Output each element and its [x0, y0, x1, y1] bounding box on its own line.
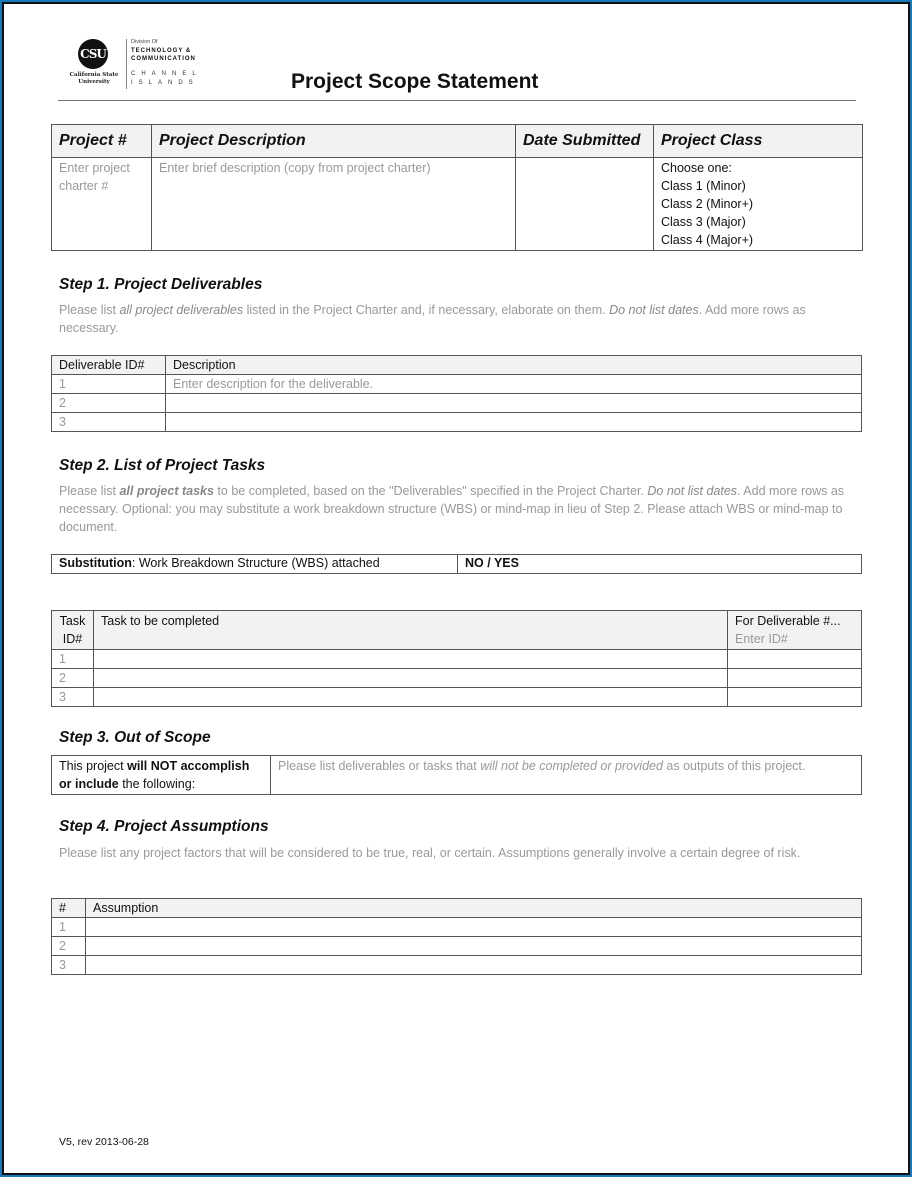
deliverable-description-cell[interactable]: Enter description for the deliverable.	[166, 375, 862, 394]
header-assumption: Assumption	[86, 899, 862, 918]
table-header-row	[52, 611, 862, 650]
table-row	[52, 413, 862, 432]
header-deliverable-id: Deliverable ID#	[52, 356, 166, 375]
header-task: Task to be completed	[94, 611, 728, 650]
version-footer: V5, rev 2013-06-28	[59, 1136, 149, 1148]
assumption-cell[interactable]	[86, 918, 862, 937]
text: the following:	[118, 777, 196, 791]
table-row	[52, 555, 862, 574]
division-line-2: COMMUNICATION	[131, 56, 196, 62]
deliverable-id-cell[interactable]: 2	[52, 394, 166, 413]
header-project-description: Project Description	[152, 125, 516, 158]
title-divider	[58, 100, 856, 101]
step1-instructions	[59, 301, 859, 337]
campus-line-2: ISLANDS	[131, 80, 199, 86]
text: to be completed, based on the "Deliverables" specified in the Project Charter.	[213, 484, 648, 498]
deliverable-id-placeholder[interactable]: Enter ID#	[735, 632, 788, 646]
project-description-field[interactable]: Enter brief description (copy from project charter)	[152, 158, 516, 251]
for-deliverable-label: For Deliverable #...	[735, 614, 841, 628]
text: . Add more rows as necessary.	[59, 303, 806, 335]
task-cell[interactable]	[94, 688, 728, 707]
deliverables-table	[51, 355, 862, 432]
header-for-deliverable	[728, 611, 862, 650]
header-project-number: Project #	[52, 125, 152, 158]
text: . Add more rows as necessary. Optional: you may substitute a work breakdown structure (WBS) or mind-map in lieu of Step 2. Please attach WBS or mind-map to document.	[59, 484, 845, 534]
text: Please list	[59, 484, 120, 498]
deliverable-id-cell[interactable]: 1	[52, 375, 166, 394]
table-row	[52, 394, 862, 413]
emphasis: Do not list dates	[647, 484, 738, 498]
assumption-cell[interactable]	[86, 937, 862, 956]
header-task-id: Task ID#	[52, 611, 94, 650]
table-row	[52, 650, 862, 669]
deliverable-id-cell[interactable]: 3	[52, 413, 166, 432]
university-name: California State University	[69, 72, 119, 85]
class-prompt: Choose one:	[661, 161, 732, 175]
out-of-scope-table	[51, 755, 862, 795]
csu-logo	[62, 37, 212, 91]
table-row	[52, 756, 862, 795]
table-row	[52, 688, 862, 707]
division-of-label: Division Of	[131, 39, 158, 45]
emphasis: all project deliverables	[119, 303, 244, 317]
substitution-label	[52, 555, 458, 574]
table-row	[52, 937, 862, 956]
substitution-label-bold: Substitution	[59, 556, 132, 570]
table-row	[52, 956, 862, 975]
tasks-table	[51, 610, 862, 707]
out-of-scope-label	[52, 756, 271, 795]
header-date-submitted: Date Submitted	[516, 125, 654, 158]
text: Please list deliverables or tasks that	[278, 759, 481, 773]
text: This project	[59, 759, 128, 773]
assumption-id-cell[interactable]: 2	[52, 937, 86, 956]
task-id-cell[interactable]: 2	[52, 669, 94, 688]
text: listed in the Project Charter and, if necessary, elaborate on them.	[243, 303, 610, 317]
step2-instructions	[59, 482, 859, 536]
class-option[interactable]: Class 2 (Minor+)	[661, 197, 754, 211]
assumption-cell[interactable]	[86, 956, 862, 975]
project-info-table	[51, 124, 863, 251]
task-cell[interactable]	[94, 650, 728, 669]
task-cell[interactable]	[94, 669, 728, 688]
table-row	[52, 669, 862, 688]
table-row	[52, 375, 862, 394]
page-title: Project Scope Statement	[291, 70, 539, 93]
substitution-choice-field[interactable]: NO / YES	[458, 555, 862, 574]
substitution-label-text: : Work Breakdown Structure (WBS) attached	[131, 556, 380, 570]
class-option[interactable]: Class 1 (Minor)	[661, 179, 746, 193]
table-row	[52, 918, 862, 937]
task-deliverable-cell[interactable]	[728, 650, 862, 669]
class-option[interactable]: Class 4 (Major+)	[661, 233, 754, 247]
assumption-id-cell[interactable]: 3	[52, 956, 86, 975]
step1-heading: Step 1. Project Deliverables	[59, 276, 263, 293]
step4-instructions: Please list any project factors that will be considered to be true, real, or certain. Assumptions generally involve a certain degree of risk.	[59, 846, 801, 860]
header-number: #	[52, 899, 86, 918]
class-option[interactable]: Class 3 (Major)	[661, 215, 746, 229]
project-number-field[interactable]: Enter project charter #	[52, 158, 152, 251]
project-class-field[interactable]	[654, 158, 863, 251]
header-project-class: Project Class	[654, 125, 863, 158]
date-submitted-field[interactable]	[516, 158, 654, 251]
assumption-id-cell[interactable]: 1	[52, 918, 86, 937]
task-deliverable-cell[interactable]	[728, 669, 862, 688]
table-header-row	[52, 125, 863, 158]
table-header-row	[52, 899, 862, 918]
campus-line-1: CHANNEL	[131, 71, 202, 77]
emphasis: will not be completed or provided	[480, 759, 663, 773]
task-id-cell[interactable]: 1	[52, 650, 94, 669]
table-row	[52, 158, 863, 251]
campus-name	[131, 70, 202, 88]
task-deliverable-cell[interactable]	[728, 688, 862, 707]
assumptions-table	[51, 898, 862, 975]
task-id-cell[interactable]: 3	[52, 688, 94, 707]
step4-heading: Step 4. Project Assumptions	[59, 818, 269, 835]
emphasis: will NOT accomplish or include	[59, 759, 250, 791]
step3-heading: Step 3. Out of Scope	[59, 729, 211, 746]
deliverable-description-cell[interactable]	[166, 413, 862, 432]
emphasis: Do not list dates	[609, 303, 699, 317]
wbs-substitution-table	[51, 554, 862, 574]
csu-monogram-icon: CSU	[78, 39, 108, 69]
deliverable-description-cell[interactable]	[166, 394, 862, 413]
division-name	[131, 47, 196, 63]
out-of-scope-field[interactable]	[271, 756, 862, 795]
step2-heading: Step 2. List of Project Tasks	[59, 457, 266, 474]
table-header-row	[52, 356, 862, 375]
header-description: Description	[166, 356, 862, 375]
emphasis: all project tasks	[119, 484, 214, 498]
text: as outputs of this project.	[662, 759, 806, 773]
division-line-1: TECHNOLOGY &	[131, 48, 192, 54]
text: Please list	[59, 303, 120, 317]
logo-divider	[126, 39, 127, 89]
